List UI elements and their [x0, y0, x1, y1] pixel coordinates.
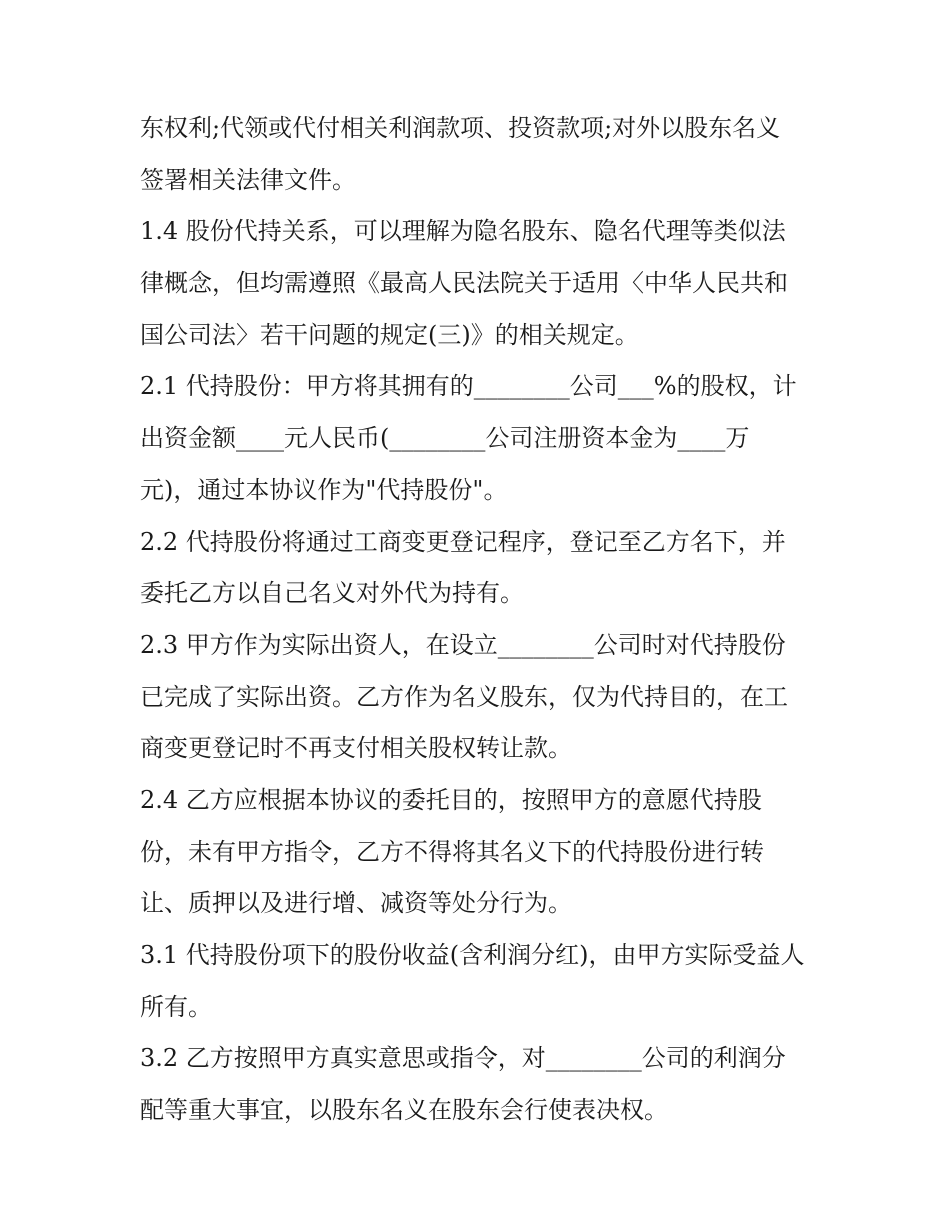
text-line: 委托乙方以自己名义对外代为持有。 — [140, 579, 524, 608]
text-line: 国公司法〉若干问题的规定(三)》的相关规定。 — [140, 320, 639, 349]
text-line: 份，未有甲方指令，乙方不得将其名义下的代持股份进行转 — [140, 837, 764, 866]
text-line: 2.1 代持股份：甲方将其拥有的________公司___%的股权，计 — [140, 372, 797, 401]
text-line: 元)，通过本协议作为"代持股份"。 — [140, 475, 508, 504]
text-line: 签署相关法律文件。 — [140, 165, 356, 194]
text-line: 所有。 — [140, 992, 212, 1021]
document-body — [140, 103, 820, 1137]
text-line: 3.2 乙方按照甲方真实意思或指令，对________公司的利润分 — [140, 1044, 786, 1073]
text-line: 3.1 代持股份项下的股份收益(含利润分红)，由甲方实际受益人 — [140, 941, 805, 969]
text-line: 让、质押以及进行增、减资等处分行为。 — [140, 889, 572, 918]
text-line: 配等重大事宜，以股东名义在股东会行使表决权。 — [140, 1096, 668, 1125]
text-line: 律概念，但均需遵照《最高人民法院关于适用〈中华人民共和 — [140, 269, 788, 298]
text-line: 东权利;代领或代付相关利润款项、投资款项;对外以股东名义 — [140, 114, 781, 142]
text-line: 2.3 甲方作为实际出资人，在设立________公司时对代持股份 — [140, 630, 786, 659]
text-line: 2.4 乙方应根据本协议的委托目的，按照甲方的意愿代持股 — [140, 785, 762, 814]
text-line: 1.4 股份代持关系，可以理解为隐名股东、隐名代理等类似法 — [140, 217, 786, 246]
text-line: 已完成了实际出资。乙方作为名义股东，仅为代持目的，在工 — [140, 682, 788, 711]
text-line: 出资金额____元人民币(________公司注册资本金为____万 — [140, 424, 750, 453]
text-line: 商变更登记时不再支付相关股权转让款。 — [140, 734, 572, 763]
text-line: 2.2 代持股份将通过工商变更登记程序，登记至乙方名下，并 — [140, 527, 786, 556]
